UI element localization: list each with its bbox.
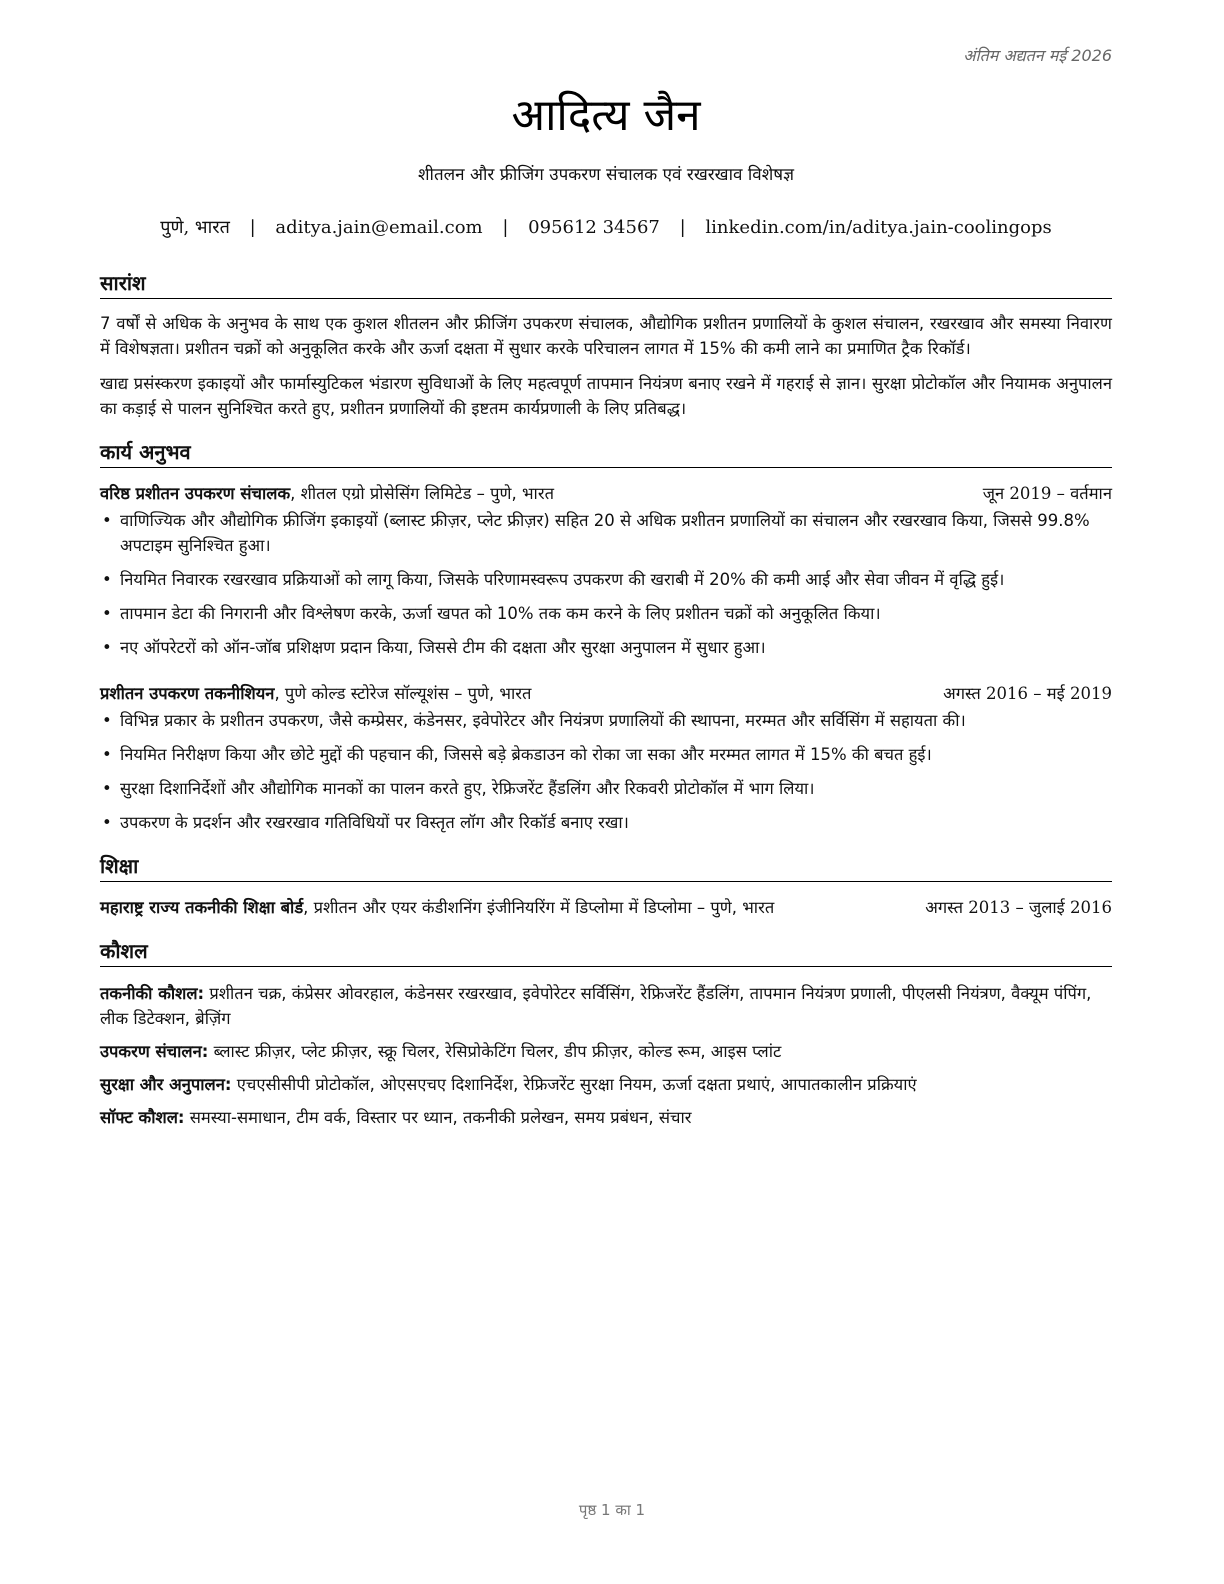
job-bullet: • नए ऑपरेटरों को ऑन-जॉब प्रशिक्षण प्रदान किया, जिससे टीम की दक्षता और सुरक्षा अनुपालन में सुधार हुआ। (120, 635, 1112, 660)
skill-group (100, 1039, 1112, 1064)
summary-paragraph: 7 वर्षों से अधिक के अनुभव के साथ एक कुशल शीतलन और फ्रीजिंग उपकरण संचालक, औद्योगिक प्रशीतन प्रणालियों के कुशल संचालन, रखरखाव और समस्या निवारण में विशेषज्ञता। प्रशीतन चक्रों को अनुकूलित करके और ऊर्जा दक्षता में सुधार करके परिचालन लागत में 15% की कमी लाने का प्रमाणित ट्रैक रिकॉर्ड। (100, 314, 1112, 358)
skill-items: एचएसीसीपी प्रोटोकॉल, ओएसएचए दिशानिर्देश, रेफ्रिजरेंट सुरक्षा नियम, ऊर्जा दक्षता प्रथाएं, आपातकालीन प्रक्रियाएं (231, 1075, 917, 1094)
job-title-line (100, 682, 531, 706)
job-role: प्रशीतन उपकरण तकनीशियन (100, 684, 275, 703)
job-bullet: • तापमान डेटा की निगरानी और विश्लेषण करके, ऊर्जा खपत को 10% तक कम करने के लिए प्रशीतन चक्रों को अनुकूलित किया। (120, 601, 1112, 626)
education-entry (100, 896, 1112, 920)
contact-linkedin[interactable]: linkedin.com/in/aditya.jain-coolingops (705, 217, 1052, 238)
job-dates: जून 2019 – वर्तमान (982, 484, 1112, 503)
summary-paragraph: खाद्य प्रसंस्करण इकाइयों और फार्मास्युटिकल भंडारण सुविधाओं के लिए महत्वपूर्ण तापमान नियंत्रण बनाए रखने में गहराई से ज्ञान। सुरक्षा प्रोटोकॉल और नियामक अनुपालन का कड़ाई से पालन सुनिश्चित करते हुए, प्रशीतन प्रणालियों की इष्टतम कार्यप्रणाली के लिए प्रतिबद्ध। (100, 374, 1112, 418)
job-title-line (100, 482, 554, 506)
job-role: वरिष्ठ प्रशीतन उपकरण संचालक (100, 484, 291, 503)
job-bullets (100, 708, 1112, 835)
education-institution: महाराष्ट्र राज्य तकनीकी शिक्षा बोर्ड (100, 898, 304, 917)
last-updated: अंतिम अद्यतन मई 2026 (963, 46, 1112, 65)
summary-heading: सारांश (100, 270, 1112, 299)
skill-label: सुरक्षा और अनुपालन: (100, 1075, 232, 1094)
job-bullet: • विभिन्न प्रकार के प्रशीतन उपकरण, जैसे कम्प्रेसर, कंडेनसर, इवेपोरेटर और नियंत्रण प्रणालियों की स्थापना, मरम्मत और सर्विसिंग में सहायता की। (120, 708, 1112, 733)
skills-heading: कौशल (100, 938, 1112, 967)
skills-section (100, 938, 1112, 1130)
education-heading: शिक्षा (100, 853, 1112, 882)
job-bullet: • वाणिज्यिक और औद्योगिक फ्रीजिंग इकाइयों (ब्लास्ट फ्रीज़र, प्लेट फ्रीज़र) सहित 20 से अधिक प्रशीतन प्रणालियों का संचालन और रखरखाव किया, जिससे 99.8% अपटाइम सुनिश्चित हुआ। (120, 508, 1112, 558)
contact-line (100, 216, 1112, 240)
education-details: , प्रशीतन और एयर कंडीशनिंग इंजीनियरिंग में डिप्लोमा में डिप्लोमा – पुणे, भारत (303, 898, 775, 917)
contact-separator: | (502, 217, 509, 238)
contact-phone: 095612 34567 (528, 217, 660, 238)
experience-heading: कार्य अनुभव (100, 439, 1112, 468)
candidate-name: आदित्य जैन (511, 90, 701, 141)
page-number: पृष्ठ 1 का 1 (578, 1501, 646, 1519)
skill-items: ब्लास्ट फ्रीज़र, प्लेट फ्रीज़र, स्क्रू चिलर, रेसिप्रोकेटिंग चिलर, डीप फ्रीज़र, कोल्ड रूम, आइस प्लांट (208, 1042, 782, 1061)
contact-email[interactable]: aditya.jain@email.com (275, 217, 483, 238)
skill-label: सॉफ्ट कौशल: (100, 1108, 185, 1127)
contact-location: पुणे, भारत (160, 217, 230, 238)
job-company: , पुणे कोल्ड स्टोरेज सॉल्यूशंस – पुणे, भारत (274, 684, 532, 703)
skill-label: उपकरण संचालन: (100, 1042, 209, 1061)
skill-group (100, 1105, 1112, 1130)
education-section (100, 853, 1112, 920)
job-bullet: • नियमित निवारक रखरखाव प्रक्रियाओं को लागू किया, जिसके परिणामस्वरूप उपकरण की खराबी में 20% की कमी आई और सेवा जीवन में वृद्धि हुई। (120, 567, 1112, 592)
education-line (100, 896, 774, 920)
contact-separator: | (249, 217, 256, 238)
skill-group (100, 1072, 1112, 1097)
job-header (100, 682, 1112, 706)
candidate-title: शीतलन और फ्रीजिंग उपकरण संचालक एवं रखरखाव विशेषज्ञ (418, 165, 794, 185)
job-bullet: • सुरक्षा दिशानिर्देशों और औद्योगिक मानकों का पालन करते हुए, रेफ्रिजरेंट हैंडलिंग और रिकवरी प्रोटोकॉल में भाग लिया। (120, 776, 1112, 801)
experience-section (100, 439, 1112, 835)
job-bullet: • उपकरण के प्रदर्शन और रखरखाव गतिविधियों पर विस्तृत लॉग और रिकॉर्ड बनाए रखा। (120, 810, 1112, 835)
skill-items: प्रशीतन चक्र, कंप्रेसर ओवरहाल, कंडेनसर रखरखाव, इवेपोरेटर सर्विसिंग, रेफ्रिजरेंट हैंडलिंग, तापमान नियंत्रण प्रणाली, पीएलसी नियंत्रण, वैक्यूम पंपिंग, लीक डिटेक्शन, ब्रेज़िंग (100, 984, 1092, 1028)
job-bullets (100, 508, 1112, 660)
skill-label: तकनीकी कौशल: (100, 984, 205, 1003)
job-dates: अगस्त 2016 – मई 2019 (943, 684, 1112, 703)
job-entry (100, 682, 1112, 835)
contact-separator: | (679, 217, 686, 238)
skill-group (100, 981, 1112, 1031)
summary-section (100, 270, 1112, 421)
job-header (100, 482, 1112, 506)
job-company: , शीतल एग्रो प्रोसेसिंग लिमिटेड – पुणे, भारत (290, 484, 554, 503)
skill-items: समस्या-समाधान, टीम वर्क, विस्तार पर ध्यान, तकनीकी प्रलेखन, समय प्रबंधन, संचार (184, 1108, 692, 1127)
education-dates: अगस्त 2013 – जुलाई 2016 (925, 898, 1112, 917)
job-bullet: • नियमित निरीक्षण किया और छोटे मुद्दों की पहचान की, जिससे बड़े ब्रेकडाउन को रोका जा सका और मरम्मत लागत में 15% की बचत हुई। (120, 742, 1112, 767)
job-entry (100, 482, 1112, 660)
